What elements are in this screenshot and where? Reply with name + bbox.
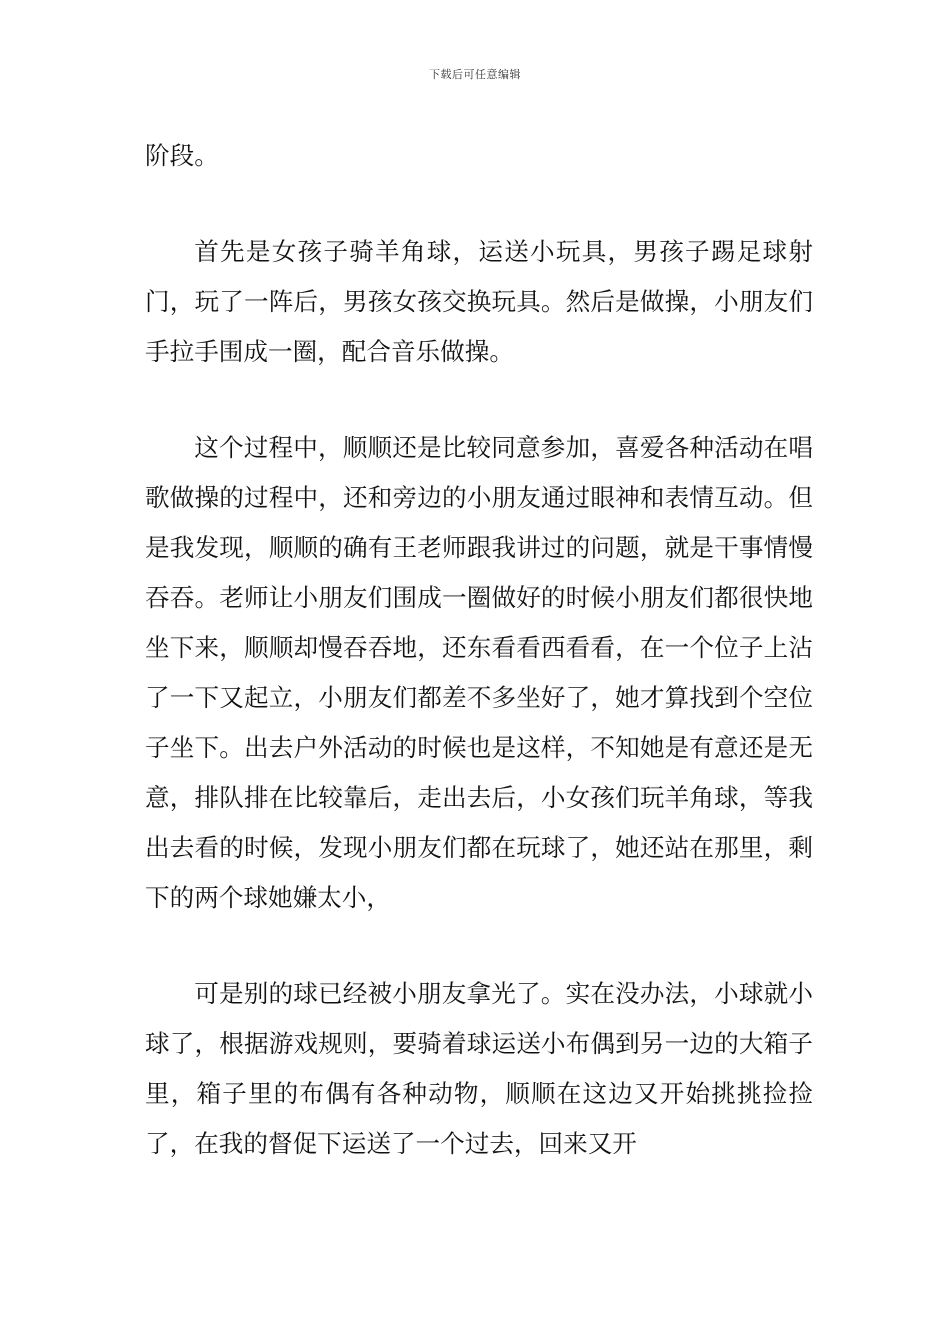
paragraph-4: 可是别的球已经被小朋友拿光了。实在没办法，小球就小球了，根据游戏规则，要骑着球运送小布偶到另一边的大箱子里，箱子里的布偶有各种动物，顺顺在这边又开始挑挑捡捡了，在我的督促下运送了一个过去，回来又开	[145, 979, 813, 1158]
paragraph-3: 这个过程中，顺顺还是比较同意参加，喜爱各种活动在唱歌做操的过程中，还和旁边的小朋友通过眼神和表情互动。但是我发现，顺顺的确有王老师跟我讲过的问题，就是干事情慢吞吞。老师让小朋友们围成一圈做好的时候小朋友们都很快地坐下来，顺顺却慢吞吞地，还东看看西看看，在一个位子上沾了一下又起立，小朋友们都差不多坐好了，她才算找到个空位子坐下。出去户外活动的时候也是这样，不知她是有意还是无意，排队排在比较靠后，走出去后，小女孩们玩羊角球，等我出去看的时候，发现小朋友们都在玩球了，她还站在那里，剩下的两个球她嫌太小，	[145, 433, 813, 912]
paragraph-2: 首先是女孩子骑羊角球，运送小玩具，男孩子踢足球射门，玩了一阵后，男孩女孩交换玩具。然后是做操，小朋友们手拉手围成一圈，配合音乐做操。	[145, 237, 813, 366]
paragraph-1: 阶段。	[145, 141, 219, 170]
page-header: 下载后可任意编辑	[429, 68, 521, 81]
document-body	[145, 131, 813, 1169]
